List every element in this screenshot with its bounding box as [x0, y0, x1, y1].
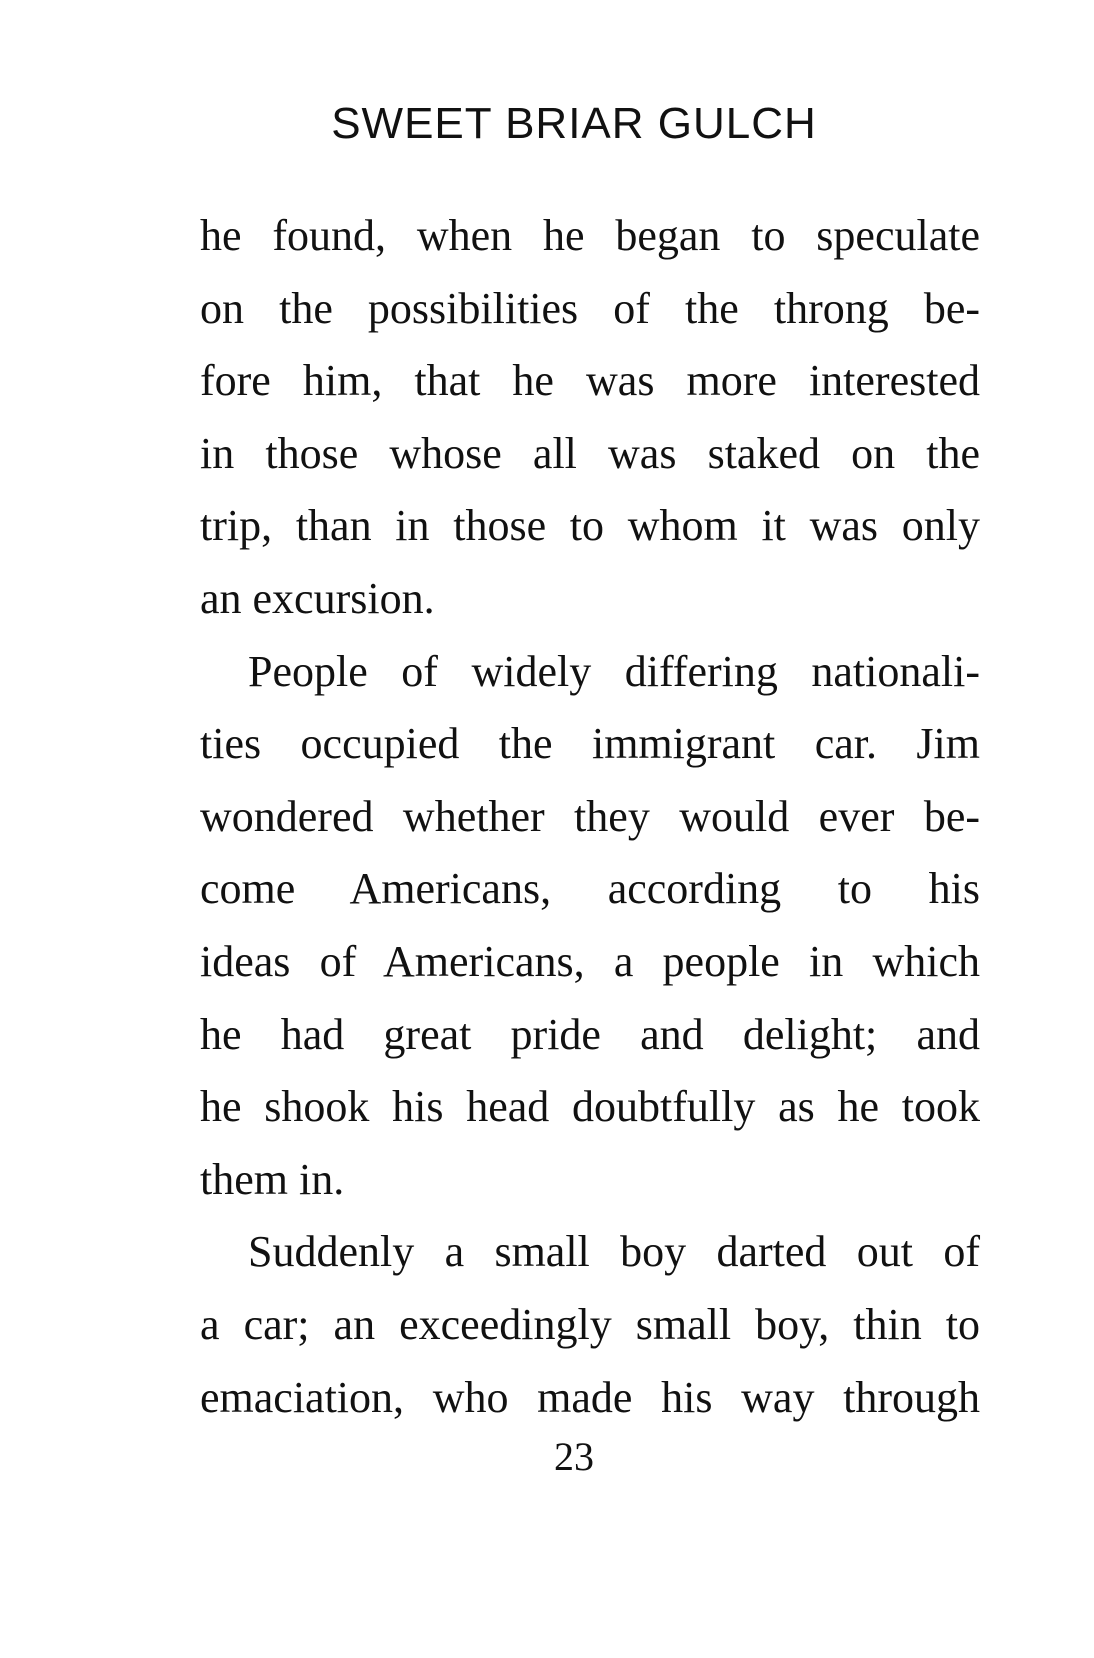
- text-line: ideas of Americans, a people in which: [200, 936, 980, 986]
- text-line: he found, when he began to speculate: [200, 211, 980, 260]
- text-line: on the possibilities of the throng be-: [200, 283, 980, 333]
- text-line: them in.: [200, 1154, 345, 1204]
- text-line: wondered whether they would ever be-: [200, 791, 980, 841]
- running-head: SWEET BRIAR GULCH: [331, 99, 817, 148]
- text-line: in those whose all was staked on the: [200, 428, 980, 478]
- text-line: he shook his head doubtfully as he took: [200, 1082, 980, 1132]
- text-line: he had great pride and delight; and: [200, 1009, 980, 1059]
- text-line: People of widely differing nationali-: [248, 646, 980, 696]
- text-line: ties occupied the immigrant car. Jim: [200, 719, 980, 769]
- text-line: emaciation, who made his way through: [200, 1372, 980, 1422]
- body-text: [200, 200, 980, 1434]
- text-line: fore him, that he was more interested: [200, 356, 980, 406]
- text-line: a car; an exceedingly small boy, thin to: [200, 1299, 980, 1349]
- page-number: 23: [554, 1434, 594, 1479]
- text-line: come Americans, according to his: [200, 864, 980, 914]
- text-line: Suddenly a small boy darted out of: [248, 1227, 980, 1277]
- text-line: an excursion.: [200, 573, 435, 623]
- text-line: trip, than in those to whom it was only: [200, 501, 980, 551]
